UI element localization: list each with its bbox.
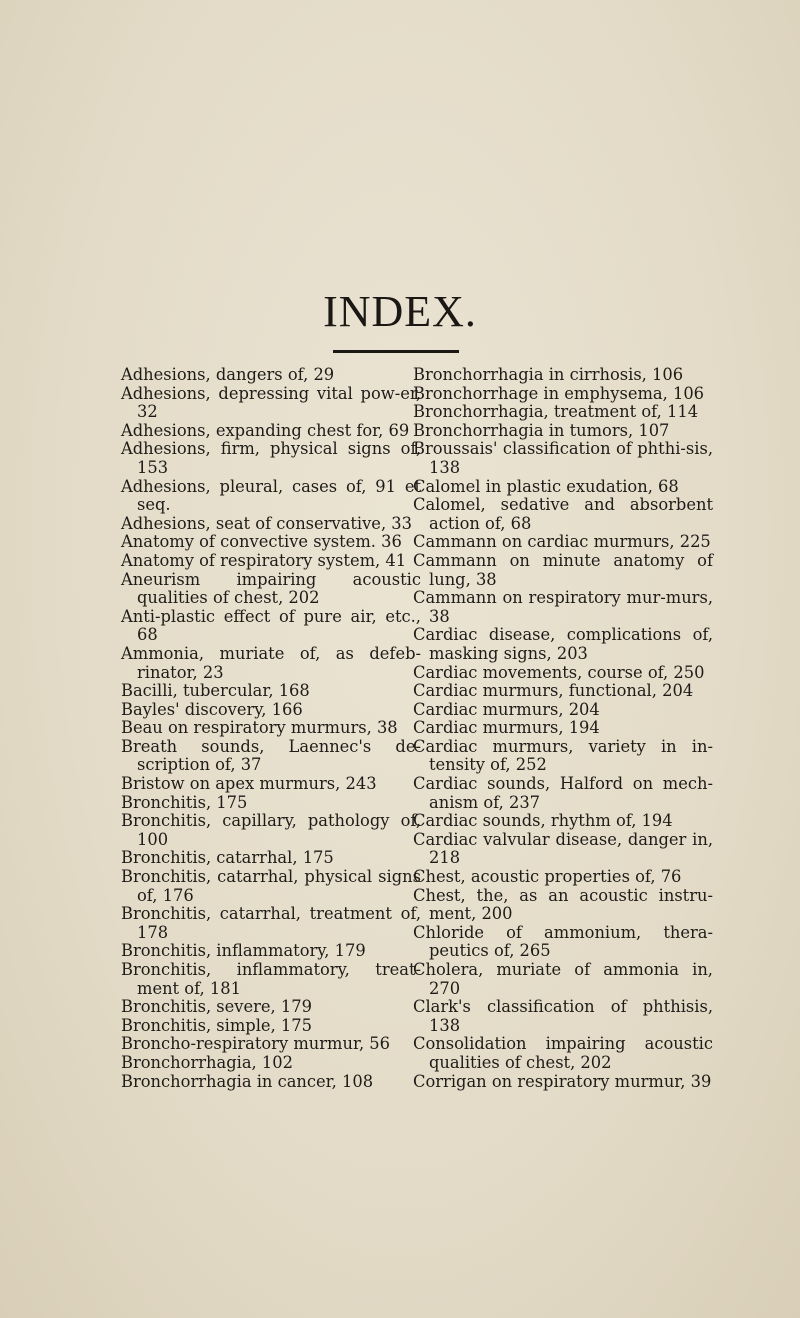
index-entry: Cardiac murmurs, 204 — [413, 699, 600, 719]
index-entry: Bronchitis, catarrhal, physical signs of, 176 — [121, 867, 421, 905]
index-entry: Bronchorrhagia, 102 — [121, 1052, 293, 1072]
title-rule — [333, 350, 459, 353]
index-entry: Chest, acoustic properties of, 76 — [413, 867, 682, 887]
index-entry: Bronchitis, severe, 179 — [121, 997, 312, 1017]
index-entry: Cardiac murmurs, 194 — [413, 718, 600, 738]
index-entry: Bacilli, tubercular, 168 — [121, 681, 310, 701]
index-entry: Calomel, sedative and absorbent action of, 68 — [413, 495, 713, 533]
index-entry: Broussais' classification of phthi-sis, 138 — [413, 439, 713, 477]
index-entry: Cardiac murmurs, variety in in-tensity of, 252 — [413, 736, 713, 775]
index-entry: Bronchitis, inflammatory, 179 — [121, 941, 366, 961]
index-entry: Bronchorrhage in emphysema, 106 — [413, 383, 705, 403]
index-entry: Bronchitis, inflammatory, treat-ment of, 181 — [121, 960, 421, 998]
index-entry: Bronchorrhagia in cancer, 108 — [121, 1071, 374, 1091]
index-entry: Cardiac valvular disease, danger in, 218 — [413, 829, 713, 868]
index-column-right — [413, 366, 713, 1091]
index-entry: Cardiac movements, course of, 250 — [413, 662, 705, 682]
page-title: INDEX. — [323, 287, 477, 336]
index-entry: Aneurism impairing acoustic qualities of chest, 202 — [121, 569, 421, 608]
index-entry: Bronchorrhagia in tumors, 107 — [413, 420, 670, 440]
index-entry: Chloride of ammonium, thera-peutics of, 265 — [413, 922, 713, 961]
index-entry: Bronchitis, 175 — [121, 792, 248, 812]
index-entry: Calomel in plastic exudation, 68 — [413, 476, 679, 496]
index-entry: Consolidation impairing acoustic qualities of chest, 202 — [413, 1034, 713, 1072]
index-entry: Cholera, muriate of ammonia in, 270 — [413, 960, 713, 998]
index-entry: Beau on respiratory murmurs, 38 — [121, 718, 398, 738]
index-entry: Bronchorrhagia, treatment of, 114 — [413, 402, 699, 422]
index-entry: Chest, the, as an acoustic instru-ment, 200 — [413, 885, 713, 924]
index-entry: Cammann on minute anatomy of lung, 38 — [413, 550, 713, 589]
index-entry: Cardiac sounds, rhythm of, 194 — [413, 811, 673, 831]
index-entry: Cammann on cardiac murmurs, 225 — [413, 532, 711, 552]
index-entry: Adhesions, dangers of, 29 — [121, 365, 335, 384]
index-entry: Cardiac sounds, Halford on mech-anism of, 237 — [413, 774, 713, 812]
index-entry: Adhesions, depressing vital pow-er, 32 — [121, 383, 421, 422]
index-entry: Ammonia, muriate of, as defeb-rinator, 23 — [121, 643, 421, 682]
index-entry: Anatomy of convective system. 36 — [121, 532, 402, 552]
index-entry: Adhesions, pleural, cases of, 91 et seq. — [121, 476, 421, 515]
index-entry: Bronchitis, catarrhal, 175 — [121, 848, 334, 868]
index-entry: Clark's classification of phthisis, 138 — [413, 997, 713, 1035]
index-entry: Adhesions, firm, physical signs of, 153 — [121, 439, 421, 477]
index-entry: Cardiac disease, complications of, masking signs, 203 — [413, 625, 713, 663]
index-entry: Adhesions, seat of conservative, 33 — [121, 513, 413, 533]
index-entry: Bronchitis, simple, 175 — [121, 1015, 312, 1035]
index-entry: Bronchitis, catarrhal, treatment of, 178 — [121, 904, 421, 942]
index-entry: Bristow on apex murmurs, 243 — [121, 774, 377, 794]
index-entry: Anatomy of respiratory system, 41 — [121, 550, 407, 570]
index-entry: Breath sounds, Laennec's de-scription of, 37 — [121, 736, 421, 775]
index-entry: Corrigan on respiratory murmur, 39 — [413, 1071, 712, 1091]
index-entry: Cammann on respiratory mur-murs, 38 — [413, 588, 713, 626]
index-entry: Anti-plastic effect of pure air, etc., 68 — [121, 606, 421, 645]
index-entry: Broncho-respiratory murmur, 56 — [121, 1034, 391, 1054]
index-entry: Cardiac murmurs, functional, 204 — [413, 681, 694, 701]
index-column-left — [121, 366, 421, 1091]
index-entry: Bronchorrhagia in cirrhosis, 106 — [413, 365, 684, 384]
index-entry: Bayles' discovery, 166 — [121, 699, 303, 719]
index-entry: Bronchitis, capillary, pathology of, 100 — [121, 811, 421, 849]
index-entry: Adhesions, expanding chest for, 69 — [121, 420, 410, 440]
